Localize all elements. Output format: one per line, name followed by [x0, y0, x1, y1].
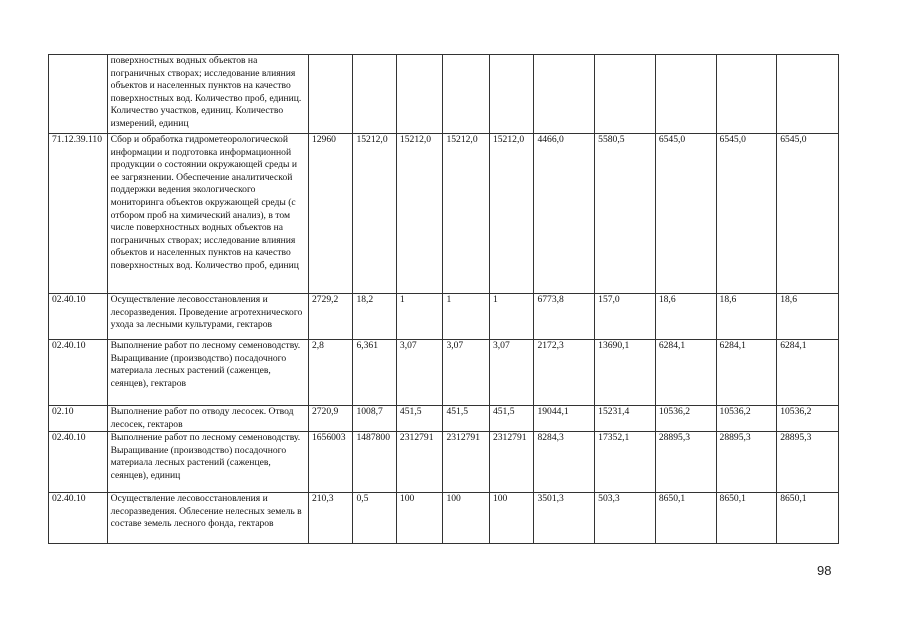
- cell-value: 15212,0: [353, 134, 396, 294]
- cell-description: Выполнение работ по лесному семеноводству. Выращивание (производство) посадочного материала лесных растений (саженцев, сеянцев), гектаров: [107, 340, 308, 406]
- cell-code: 02.40.10: [49, 294, 108, 340]
- cell-description: Осуществление лесовосстановления и лесоразведения. Проведение агротехнического ухода за лесными культурами, гектаров: [107, 294, 308, 340]
- cell-value: 18,6: [716, 294, 777, 340]
- cell-value: 28895,3: [777, 432, 839, 493]
- cell-code: [49, 55, 108, 134]
- cell-value: 100: [443, 493, 490, 544]
- cell-description: поверхностных водных объектов на пограничных створах; исследование влияния объектов и населенных пунктов на качество поверхностных вод. Количество проб, единиц. Количество участков, единиц. Количество измерений, единиц: [107, 55, 308, 134]
- cell-value: 10536,2: [716, 406, 777, 432]
- cell-value: 15212,0: [396, 134, 443, 294]
- table-row: [49, 432, 839, 493]
- cell-value: 451,5: [443, 406, 490, 432]
- cell-description: Осуществление лесовосстановления и лесоразведения. Облесение нелесных земель в составе земель лесного фонда, гектаров: [107, 493, 308, 544]
- table-row: [49, 134, 839, 294]
- cell-value: [534, 55, 595, 134]
- cell-value: 19044,1: [534, 406, 595, 432]
- cell-value: 15231,4: [595, 406, 656, 432]
- cell-value: 1487800: [353, 432, 396, 493]
- cell-value: 1008,7: [353, 406, 396, 432]
- cell-value: 10536,2: [777, 406, 839, 432]
- cell-value: 503,3: [595, 493, 656, 544]
- cell-value: 5580,5: [595, 134, 656, 294]
- cell-value: 1: [396, 294, 443, 340]
- cell-value: 2312791: [489, 432, 534, 493]
- table-row: [49, 493, 839, 544]
- data-table: [48, 54, 839, 544]
- cell-value: 3,07: [443, 340, 490, 406]
- cell-value: 28895,3: [716, 432, 777, 493]
- cell-value: 451,5: [489, 406, 534, 432]
- cell-code: 02.40.10: [49, 493, 108, 544]
- cell-value: 6773,8: [534, 294, 595, 340]
- cell-value: 8650,1: [716, 493, 777, 544]
- cell-value: [489, 55, 534, 134]
- cell-code: 02.40.10: [49, 340, 108, 406]
- cell-value: 2,8: [308, 340, 353, 406]
- cell-value: 6284,1: [777, 340, 839, 406]
- cell-value: 17352,1: [595, 432, 656, 493]
- cell-value: 12960: [308, 134, 353, 294]
- table-row: [49, 55, 839, 134]
- cell-value: 0,5: [353, 493, 396, 544]
- cell-value: 8650,1: [655, 493, 716, 544]
- cell-description: Сбор и обработка гидрометеорологической информации и подготовка информационной продукции о состоянии окружающей среды и ее загрязнении. Обеспечение аналитической поддержки ведения экологического мониторинга объектов окружающей среды (с отбором проб на химический анализ), в том числе поверхностных водных объектов на пограничных створах; исследование влияния объектов и населенных пунктов на качество поверхностных вод. Количество проб, единиц: [107, 134, 308, 294]
- cell-value: 6284,1: [716, 340, 777, 406]
- cell-value: 15212,0: [443, 134, 490, 294]
- cell-value: 2312791: [443, 432, 490, 493]
- cell-value: 6545,0: [777, 134, 839, 294]
- cell-description: Выполнение работ по отводу лесосек. Отвод лесосек, гектаров: [107, 406, 308, 432]
- table-body: [49, 55, 839, 544]
- cell-value: 13690,1: [595, 340, 656, 406]
- table-row: [49, 340, 839, 406]
- cell-code: 02.40.10: [49, 432, 108, 493]
- cell-value: 2312791: [396, 432, 443, 493]
- cell-value: [308, 55, 353, 134]
- cell-value: [655, 55, 716, 134]
- cell-value: 6284,1: [655, 340, 716, 406]
- cell-value: 8284,3: [534, 432, 595, 493]
- cell-value: 157,0: [595, 294, 656, 340]
- cell-value: 4466,0: [534, 134, 595, 294]
- cell-value: 2720,9: [308, 406, 353, 432]
- cell-value: 18,2: [353, 294, 396, 340]
- cell-value: 6545,0: [716, 134, 777, 294]
- cell-value: [443, 55, 490, 134]
- cell-value: [716, 55, 777, 134]
- cell-description: Выполнение работ по лесному семеноводству. Выращивание (производство) посадочного материала лесных растений (саженцев, сеянцев), единиц: [107, 432, 308, 493]
- cell-value: 451,5: [396, 406, 443, 432]
- cell-value: [595, 55, 656, 134]
- cell-code: 71.12.39.110: [49, 134, 108, 294]
- cell-value: 28895,3: [655, 432, 716, 493]
- cell-value: 6545,0: [655, 134, 716, 294]
- cell-value: 2172,3: [534, 340, 595, 406]
- cell-value: 3,07: [396, 340, 443, 406]
- cell-value: 18,6: [655, 294, 716, 340]
- cell-value: 3501,3: [534, 493, 595, 544]
- cell-value: 1656003: [308, 432, 353, 493]
- cell-value: [353, 55, 396, 134]
- page-number: 98: [817, 563, 832, 578]
- cell-code: 02.10: [49, 406, 108, 432]
- cell-value: 6,361: [353, 340, 396, 406]
- cell-value: 1: [443, 294, 490, 340]
- table-row: [49, 406, 839, 432]
- cell-value: 210,3: [308, 493, 353, 544]
- cell-value: 100: [489, 493, 534, 544]
- cell-value: 8650,1: [777, 493, 839, 544]
- cell-value: 3,07: [489, 340, 534, 406]
- cell-value: 18,6: [777, 294, 839, 340]
- cell-value: [396, 55, 443, 134]
- cell-value: 1: [489, 294, 534, 340]
- table-row: [49, 294, 839, 340]
- cell-value: [777, 55, 839, 134]
- cell-value: 10536,2: [655, 406, 716, 432]
- cell-value: 100: [396, 493, 443, 544]
- cell-value: 15212,0: [489, 134, 534, 294]
- cell-value: 2729,2: [308, 294, 353, 340]
